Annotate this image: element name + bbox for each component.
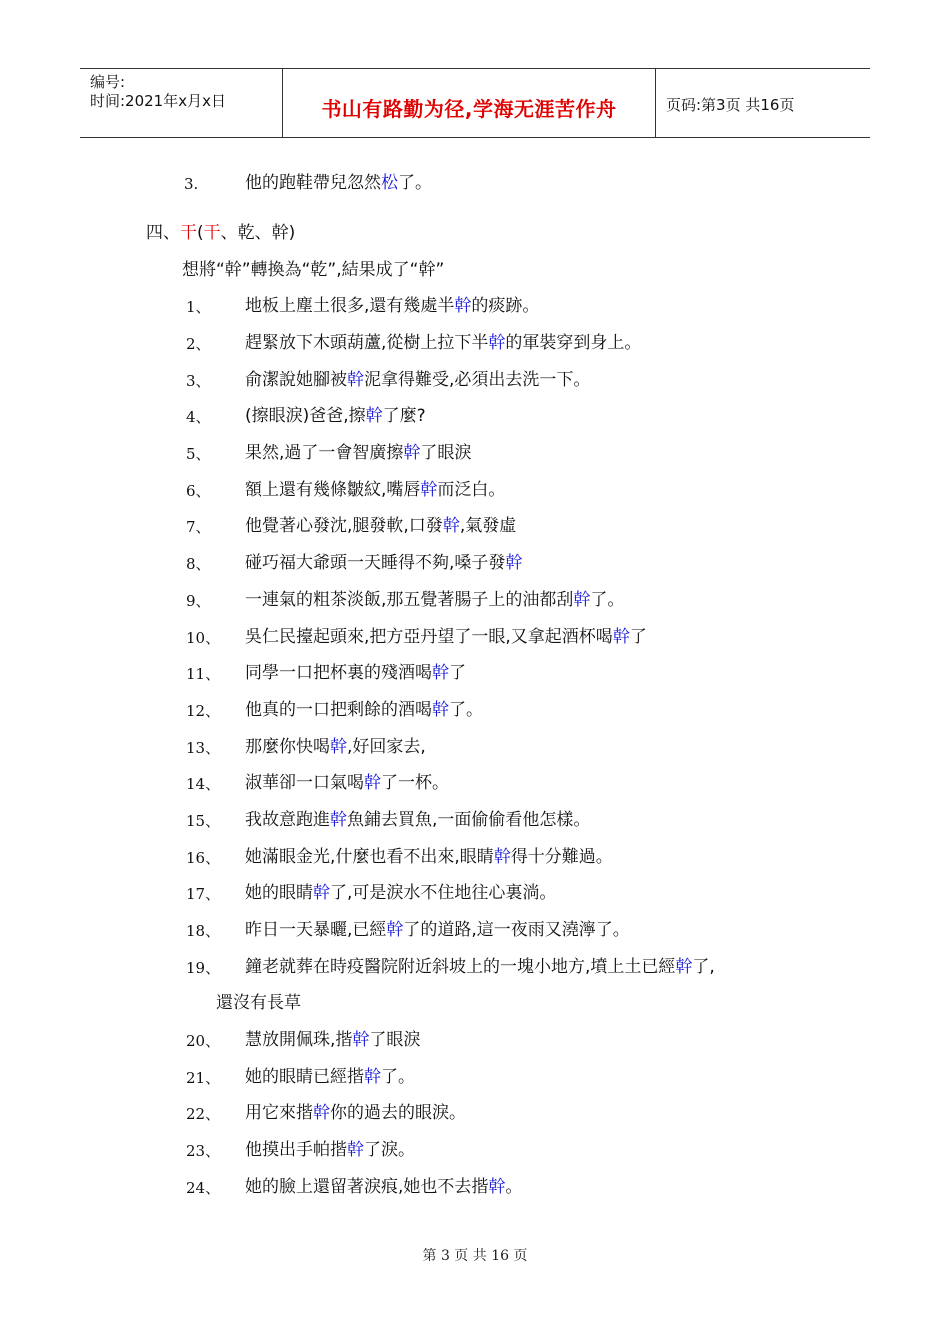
item-text-after: 的痰跡。 <box>471 296 540 316</box>
header-motto-cell <box>282 69 656 137</box>
item-highlight: 幹 <box>442 516 460 536</box>
item-highlight: 幹 <box>403 443 421 463</box>
item-text-after: 了淚。 <box>364 1140 415 1160</box>
item-number: 3、 <box>186 372 211 390</box>
item-text-before: 昨日一天暴曬,已經 <box>245 920 387 940</box>
item-text-before: 他真的一口把剩餘的酒喝 <box>245 700 432 720</box>
item-highlight: 幹 <box>364 773 381 793</box>
item-text <box>245 736 426 758</box>
item-highlight: 幹 <box>573 590 591 610</box>
item-text <box>245 1066 415 1088</box>
item-highlight: 幹 <box>330 810 347 830</box>
item-text-after: 了的道路,這一夜雨又澆濘了。 <box>403 920 630 940</box>
item-number: 7、 <box>186 518 211 536</box>
item-text-before: 淑華卻一口氣喝 <box>245 773 364 793</box>
item-text-after: ,氣發虛 <box>459 516 517 536</box>
item-highlight: 幹 <box>488 333 506 353</box>
item-text-before: 她的眼睛 <box>245 883 313 903</box>
item-text <box>245 662 466 684</box>
item-highlight: 幹 <box>347 1140 364 1160</box>
item-text <box>245 1139 415 1161</box>
page-label: 页码:第3页 共16页 <box>666 96 795 114</box>
item-text <box>245 1176 522 1198</box>
item-highlight: 幹 <box>365 406 383 426</box>
section-red-char: 干 <box>180 223 197 243</box>
item-text-after: 。 <box>505 1177 523 1197</box>
item-text <box>245 626 647 648</box>
item-text-before: 她的眼睛已經揩 <box>245 1067 364 1087</box>
item-text-after: 泥拿得難受,必須出去洗一下。 <box>364 370 591 390</box>
item-text-after: 的軍裝穿到身上。 <box>505 333 642 353</box>
item-number: 5、 <box>186 445 211 463</box>
item-text <box>245 919 630 941</box>
item-text <box>245 442 471 464</box>
item-number: 24、 <box>186 1179 221 1197</box>
item-text-before: 那麼你快喝 <box>245 737 330 757</box>
item-text <box>245 589 624 611</box>
item-text-before: 俞潔說她腳被 <box>245 370 347 390</box>
item-text <box>245 882 556 904</box>
item-text <box>245 956 715 978</box>
item-text-before: 我故意跑進 <box>245 810 330 830</box>
item-highlight: 幹 <box>352 1030 370 1050</box>
item-text-before: 用它來揩 <box>245 1103 313 1123</box>
item-number: 4、 <box>186 408 211 426</box>
item-highlight: 幹 <box>505 553 523 573</box>
item-text-after: 了眼淚 <box>369 1030 421 1050</box>
item-text <box>245 552 522 574</box>
section-paren: ( <box>197 223 204 243</box>
motto-text: 书山有路勤为径,学海无涯苦作舟 <box>321 97 617 121</box>
item-number: 22、 <box>186 1105 221 1123</box>
item-number: 16、 <box>186 849 221 867</box>
item-text-before: 額上還有幾條皺紋,嘴唇 <box>245 480 421 500</box>
item-text-after: 了一杯。 <box>381 773 449 793</box>
item-highlight: 幹 <box>493 847 511 867</box>
item-text <box>245 1102 466 1124</box>
item-text <box>245 846 613 868</box>
item-text <box>245 405 426 427</box>
item-text-before: 地板上塵土很多,還有幾處半 <box>245 296 455 316</box>
item-text-before: 吳仁民擡起頭來,把方亞丹望了一眼,又拿起酒杯喝 <box>245 627 613 647</box>
item-text-before: 一連氣的粗茶淡飯,那五覺著腸子上的油都刮 <box>245 590 574 610</box>
item-text <box>245 515 516 537</box>
item-text-before: 果然,過了一會智廣擦 <box>245 443 404 463</box>
item-text-after: 得十分難過。 <box>510 847 613 867</box>
item-text-after: ,好回家去, <box>347 737 426 757</box>
item-text-before: (擦眼淚)爸爸,擦 <box>245 406 366 426</box>
item-text <box>245 369 590 391</box>
item-highlight: 幹 <box>313 883 330 903</box>
item-text-before: 他的跑鞋帶兒忽然 <box>245 173 381 193</box>
item-text-after: 了。 <box>590 590 625 610</box>
item-text-after: 魚鋪去買魚,一面偷偷看他怎樣。 <box>347 810 591 830</box>
item-text-after: 了,可是淚水不住地往心裏淌。 <box>330 883 557 903</box>
item-highlight: 幹 <box>386 920 404 940</box>
item-number: 18、 <box>186 922 221 940</box>
item-text <box>245 809 590 831</box>
item-text <box>245 479 505 501</box>
item-highlight: 幹 <box>454 296 472 316</box>
item-text-after: 了眼淚 <box>420 443 472 463</box>
section-heading <box>146 222 295 244</box>
item-number: 19、 <box>186 959 221 977</box>
item-highlight: 幹 <box>612 627 630 647</box>
item-number: 13、 <box>186 739 221 757</box>
item-text-before: 同學一口把杯裏的殘酒喝 <box>245 663 432 683</box>
item-text-before: 慧放開佩珠,揩 <box>245 1030 353 1050</box>
item-number: 14、 <box>186 775 221 793</box>
item-number: 12、 <box>186 702 221 720</box>
header-meta-cell <box>80 69 282 137</box>
item-continuation: 還沒有長草 <box>216 993 301 1013</box>
item-number: 1、 <box>186 298 211 316</box>
item-highlight: 幹 <box>364 1067 381 1087</box>
section-prefix: 四、 <box>146 223 180 243</box>
item-number: 23、 <box>186 1142 221 1160</box>
item-text <box>245 1029 420 1051</box>
item-highlight: 松 <box>381 173 398 193</box>
item-text-before: 她滿眼金光,什麼也看不出來,眼睛 <box>245 847 494 867</box>
item-highlight: 幹 <box>675 957 693 977</box>
section-red-char-2: 干 <box>203 223 221 243</box>
item-text-after: 了 <box>629 627 647 647</box>
page-footer: 第 3 页 共 16 页 <box>422 1248 528 1264</box>
item-text-after: 了, <box>692 957 715 977</box>
item-text-after: 了。 <box>398 173 432 193</box>
item-number: 2、 <box>186 335 211 353</box>
item-number: 17、 <box>186 885 221 903</box>
item-highlight: 幹 <box>488 1177 506 1197</box>
item-text-before: 她的臉上還留著淚痕,她也不去揩 <box>245 1177 489 1197</box>
section-rest: 、乾、幹) <box>220 223 296 243</box>
item-text-before: 碰巧福大爺頭一天睡得不夠,嗓子發 <box>245 553 506 573</box>
page-header <box>80 68 870 138</box>
number-label: 编号: <box>90 73 126 91</box>
item-text-before: 他摸出手帕揩 <box>245 1140 347 1160</box>
item-text-before: 趕緊放下木頭葫蘆,從樹上拉下半 <box>245 333 489 353</box>
item-text <box>245 772 449 794</box>
item-text <box>245 172 432 194</box>
item-number: 15、 <box>186 812 221 830</box>
header-page-cell <box>656 69 870 137</box>
item-text-after: 了。 <box>381 1067 415 1087</box>
item-text-after: 了 <box>449 663 466 683</box>
item-text-before: 鐘老就葬在時疫醫院附近斜坡上的一塊小地方,墳上土已經 <box>245 957 676 977</box>
item-highlight: 幹 <box>330 737 347 757</box>
item-text <box>245 332 641 354</box>
date-label: 时间:2021年x月x日 <box>90 92 226 110</box>
item-number: 8、 <box>186 555 211 573</box>
item-highlight: 幹 <box>313 1103 330 1123</box>
item-number: 10、 <box>186 629 221 647</box>
item-text-after: 你的過去的眼淚。 <box>330 1103 466 1123</box>
item-text-after: 而泛白。 <box>437 480 506 500</box>
item-text <box>245 699 483 721</box>
item-number: 3. <box>184 175 199 193</box>
item-text <box>245 295 539 317</box>
item-number: 9、 <box>186 592 211 610</box>
section-intro: 想將“幹”轉換為“乾”,結果成了“幹” <box>182 260 445 280</box>
item-highlight: 幹 <box>420 480 438 500</box>
item-highlight: 幹 <box>347 370 364 390</box>
item-highlight: 幹 <box>432 663 449 683</box>
item-text-after: 了麼? <box>382 406 426 426</box>
item-highlight: 幹 <box>432 700 449 720</box>
item-number: 11、 <box>186 665 221 683</box>
item-number: 6、 <box>186 482 211 500</box>
item-number: 21、 <box>186 1069 221 1087</box>
item-number: 20、 <box>186 1032 221 1050</box>
item-text-after: 了。 <box>449 700 483 720</box>
item-text-before: 他覺著心發沈,腿發軟,口發 <box>245 516 443 536</box>
